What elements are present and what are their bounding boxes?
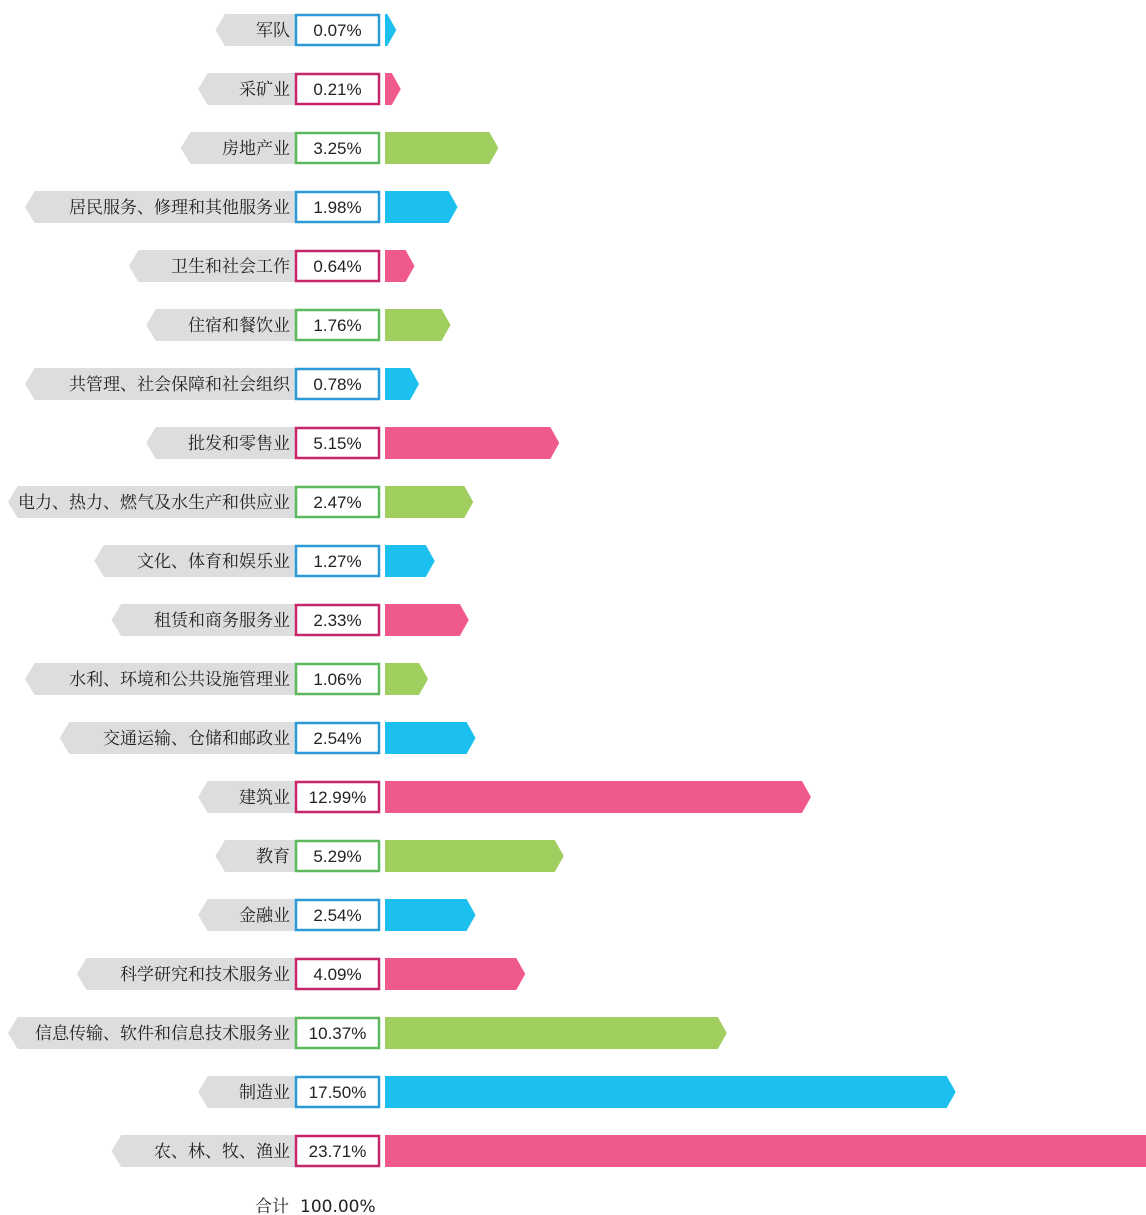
bar <box>385 309 450 341</box>
bar <box>385 1076 956 1108</box>
value-label: 12.99% <box>308 788 367 807</box>
bar-row <box>8 486 473 518</box>
category-label: 信息传输、软件和信息技术服务业 <box>35 1024 290 1044</box>
bar-row <box>112 1135 1146 1167</box>
bar-row <box>112 604 469 636</box>
bar-row <box>198 781 811 813</box>
category-label: 共管理、社会保障和社会组织 <box>69 375 290 395</box>
bar-row <box>25 191 457 223</box>
bar <box>385 14 396 46</box>
value-label: 0.21% <box>313 80 362 99</box>
bar-row <box>215 14 396 46</box>
bar-row <box>129 250 415 282</box>
value-label: 2.33% <box>313 611 362 630</box>
value-label: 2.47% <box>313 493 362 512</box>
value-label: 0.64% <box>313 257 362 276</box>
value-label: 2.54% <box>313 906 362 925</box>
bar-row <box>8 1017 727 1049</box>
category-label: 军队 <box>256 21 290 41</box>
bar <box>385 73 401 105</box>
category-label: 金融业 <box>239 906 290 926</box>
bar <box>385 958 525 990</box>
value-label: 0.07% <box>313 21 362 40</box>
chart-rows <box>8 14 1146 1167</box>
bar <box>385 663 428 695</box>
bar <box>385 840 564 872</box>
bar-row <box>198 899 475 931</box>
category-label: 居民服务、修理和其他服务业 <box>69 198 290 218</box>
bar <box>385 545 435 577</box>
value-label: 5.15% <box>313 434 362 453</box>
category-label: 卫生和社会工作 <box>171 257 290 277</box>
value-label: 3.25% <box>313 139 362 158</box>
bar <box>385 1135 1146 1167</box>
bar <box>385 486 473 518</box>
value-label: 1.06% <box>313 670 362 689</box>
value-label: 1.76% <box>313 316 362 335</box>
category-label: 水利、环境和公共设施管理业 <box>69 670 290 690</box>
value-label: 23.71% <box>308 1142 367 1161</box>
value-label: 1.27% <box>313 552 362 571</box>
value-label: 10.37% <box>308 1024 367 1043</box>
bar <box>385 781 811 813</box>
category-label: 采矿业 <box>239 80 290 100</box>
category-label: 批发和零售业 <box>188 434 290 454</box>
bar <box>385 427 559 459</box>
category-label: 交通运输、仓储和邮政业 <box>103 729 290 749</box>
category-label: 文化、体育和娱乐业 <box>137 552 290 572</box>
category-label: 房地产业 <box>222 139 290 159</box>
value-label: 2.54% <box>313 729 362 748</box>
value-label: 5.29% <box>313 847 362 866</box>
total-label: 合计 <box>255 1197 289 1215</box>
category-label: 制造业 <box>239 1083 290 1103</box>
value-label: 0.78% <box>313 375 362 394</box>
category-label: 农、林、牧、渔业 <box>154 1142 290 1162</box>
category-label: 教育 <box>256 847 290 867</box>
bar <box>385 368 419 400</box>
category-label: 租赁和商务服务业 <box>154 611 290 631</box>
bar-row <box>146 309 450 341</box>
bar-row <box>146 427 559 459</box>
value-label: 1.98% <box>313 198 362 217</box>
bar <box>385 722 476 754</box>
total-row <box>255 1197 376 1215</box>
bar-row <box>25 368 419 400</box>
bar-row <box>77 958 525 990</box>
bar <box>385 250 415 282</box>
bar-row <box>60 722 476 754</box>
bar <box>385 604 469 636</box>
value-label: 17.50% <box>308 1083 367 1102</box>
category-label: 电力、热力、燃气及水生产和供应业 <box>18 493 290 513</box>
bar <box>385 1017 727 1049</box>
value-label: 4.09% <box>313 965 362 984</box>
total-value: 100.00% <box>300 1197 376 1215</box>
bar-row <box>215 840 563 872</box>
bar-row <box>25 663 428 695</box>
bar-row <box>198 1076 956 1108</box>
category-label: 科学研究和技术服务业 <box>120 965 290 985</box>
bar <box>385 191 458 223</box>
bar-row <box>94 545 434 577</box>
bar <box>385 899 476 931</box>
bar <box>385 132 498 164</box>
category-label: 建筑业 <box>239 788 290 808</box>
category-label: 住宿和餐饮业 <box>188 316 290 336</box>
bar-row <box>198 73 401 105</box>
bar-row <box>181 132 499 164</box>
